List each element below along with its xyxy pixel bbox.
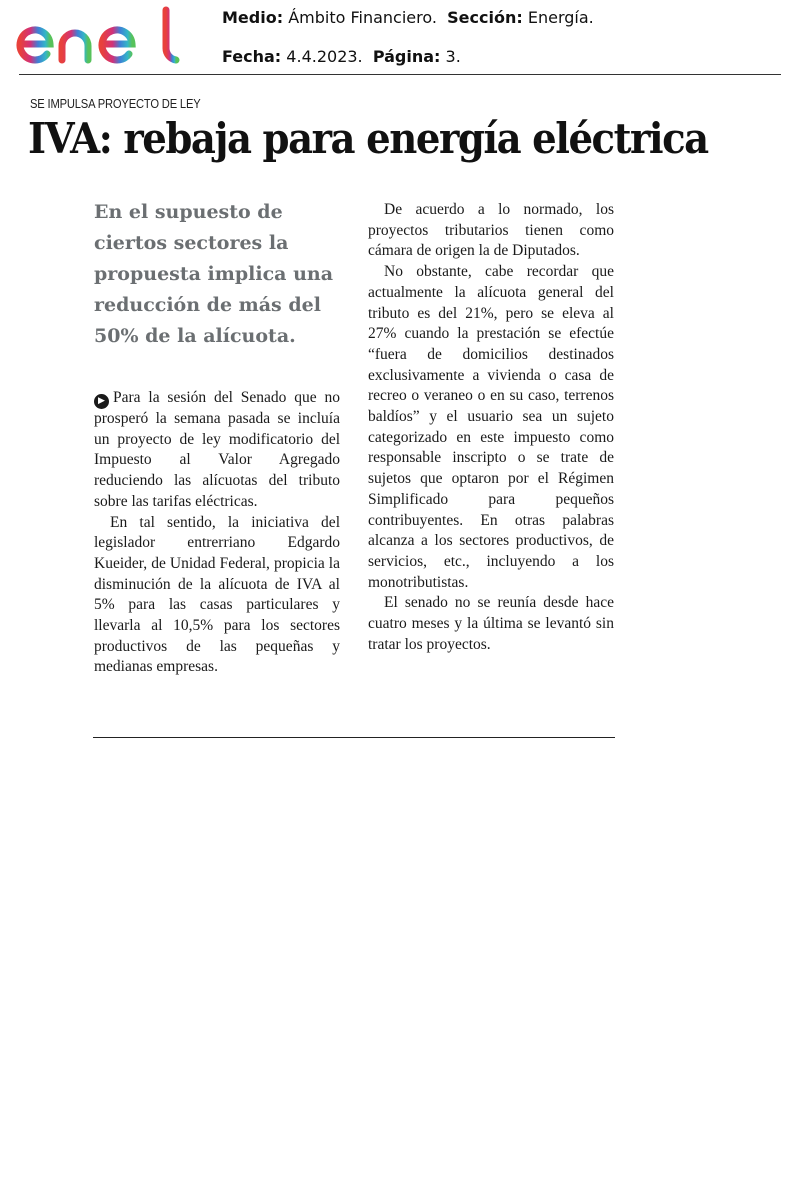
paragraph: No obstante, cabe recordar que actualmente la alícuota general del tributo es del 21%, pero se eleva al 27% cuando la prestación se efectúe “fuera de domicilios destinados exclusivamente a vivienda o casa de recreo o veraneo o en su caso, terrenos baldíos” y el usuario sea un sujeto categorizado en este impuesto como responsable inscripto o se trate de sujetos que optaron por el Régimen Simplificado para pequeños contribuyentes. En otras palabras alcanza a los sectores productivos, de servicios, etc., incluyendo a los monotributistas.: [368, 263, 614, 591]
article-kicker: SE IMPULSA PROYECTO DE LEY: [30, 96, 201, 111]
paragraph: El senado no se reunía desde hace cuatro meses y la última se levantó sin tratar los proyectos.: [368, 594, 614, 653]
article-lead: En el supuesto de ciertos sectores la propuesta implica una reducción de más del 50% de la alícuota.: [94, 201, 334, 347]
paragraph: De acuerdo a lo normado, los proyectos tributarios tienen como cámara de origen la de Diputados.: [368, 201, 614, 260]
fecha-label: Fecha:: [222, 47, 282, 66]
paragraph: [94, 388, 340, 513]
pagina-label: Página:: [372, 47, 441, 66]
article-headline: IVA: rebaja para energía eléctrica: [28, 114, 708, 163]
article-column-left: [94, 388, 340, 678]
seccion-value: Energía.: [527, 8, 594, 27]
paragraph-text: Para la sesión del Senado que no prosperó la semana pasada se incluía un proyecto de ley modificatorio del Impuesto al Valor Agregado reduciendo las alícuotas del tributo sobre las tarifas eléctricas.: [94, 389, 340, 510]
header-meta-fecha: [222, 47, 461, 66]
enel-logo: [16, 4, 180, 68]
paragraph: En tal sentido, la iniciativa del legislador entrerriano Edgardo Kueider, de Unidad Federal, propicia la disminución de la alícuota de IVA al 5% para las casas particulares y llevarla al 10,5% para los sectores productivos de las pequeñas y medianas empresas.: [94, 513, 340, 676]
seccion-label: Sección:: [447, 8, 523, 27]
article-column-right: [368, 200, 614, 655]
fecha-value: 4.4.2023.: [286, 47, 363, 66]
medio-value: Ámbito Financiero.: [288, 8, 437, 27]
header-meta-medio: [222, 8, 594, 27]
header-divider: [19, 74, 781, 75]
pagina-value: 3.: [445, 47, 461, 66]
article-bottom-divider: [93, 737, 615, 738]
play-bullet-icon: ▶: [94, 394, 109, 409]
medio-label: Medio:: [222, 8, 284, 27]
